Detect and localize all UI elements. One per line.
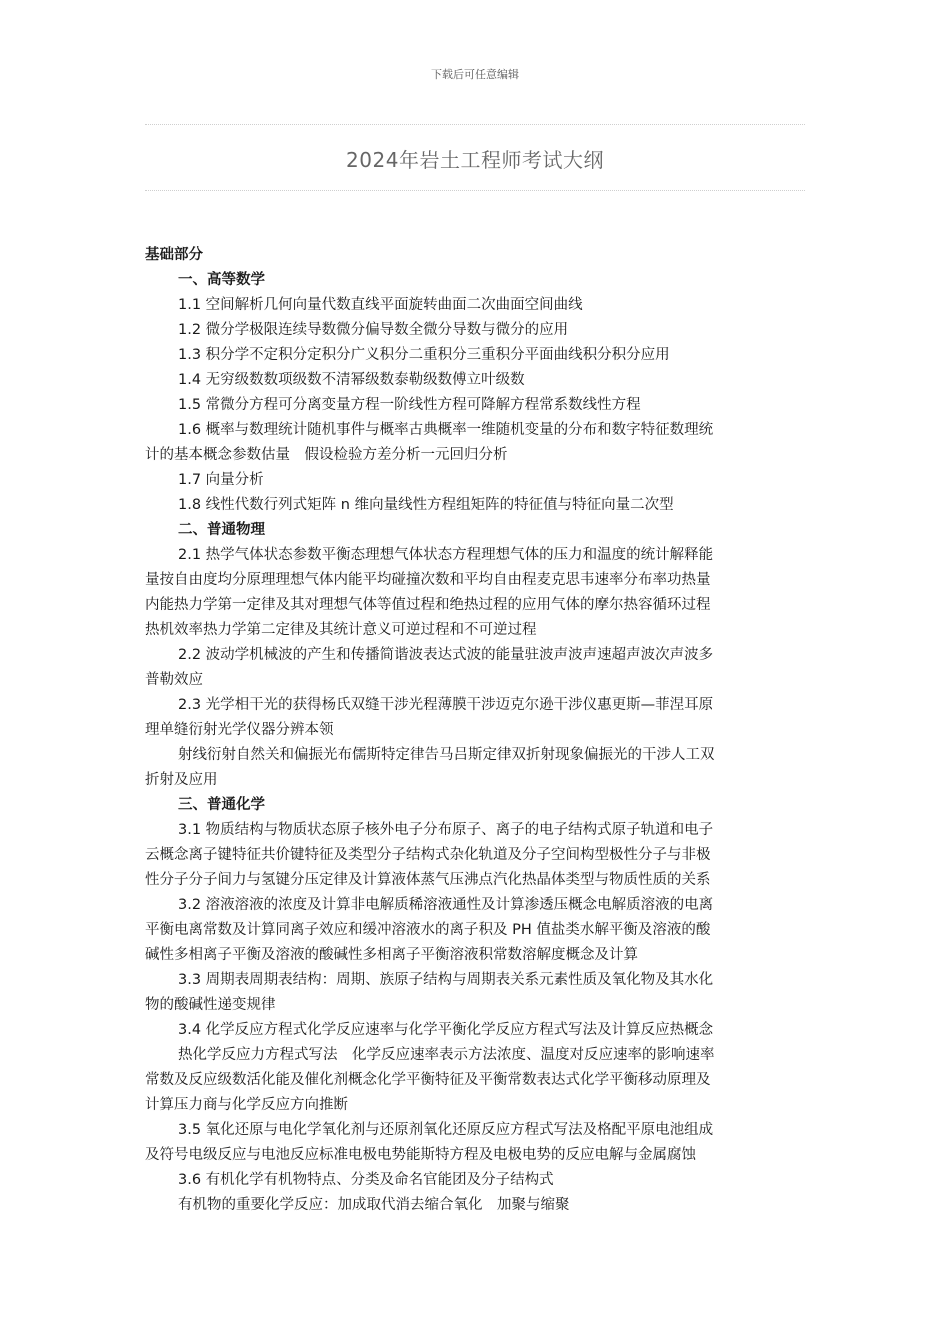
body-text-line: 折射及应用 [145,772,218,788]
document-title: 2024年岩土工程师考试大纲 [346,148,604,172]
body-text-line: 3.5 氧化还原与电化学氧化剂与还原剂氧化还原反应方程式写法及格配平原电池组成 [178,1122,714,1138]
body-text-line: 1.1 空间解析几何向量代数直线平面旋转曲面二次曲面空间曲线 [178,297,583,313]
body-text-line: 理单缝衍射光学仪器分辨本领 [145,722,334,738]
body-text-line: 2.1 热学气体状态参数平衡态理想气体状态方程理想气体的压力和温度的统计解释能 [178,547,714,563]
body-text-line: 2.2 波动学机械波的产生和传播简谐波表达式波的能量驻波声波声速超声波次声波多 [178,647,714,663]
body-text-line: 物的酸碱性递变规律 [145,997,276,1013]
body-text-line: 1.5 常微分方程可分离变量方程一阶线性方程可降解方程常系数线性方程 [178,397,641,413]
body-text-line: 内能热力学第一定律及其对理想气体等值过程和绝热过程的应用气体的摩尔热容循环过程 [145,597,711,613]
body-text-line: 计算压力商与化学反应方向推断 [145,1097,348,1113]
body-text-line: 热机效率热力学第二定律及其统计意义可逆过程和不可逆过程 [145,622,537,638]
section-heading: 一、高等数学 [178,272,265,288]
body-text-line: 1.7 向量分析 [178,472,264,488]
body-text-line: 平衡电离常数及计算同离子效应和缓冲溶液水的离子积及 PH 值盐类水解平衡及溶液的酸 [145,922,711,938]
body-text-line: 计的基本概念参数估量 假设检验方差分析一元回归分析 [145,447,508,463]
body-text-line: 1.2 微分学极限连续导数微分偏导数全微分导数与微分的应用 [178,322,569,338]
title-divider [145,190,805,191]
top-divider [145,124,805,125]
body-text-line: 1.6 概率与数理统计随机事件与概率古典概率一维随机变量的分布和数字特征数理统 [178,422,714,438]
section-heading: 二、普通物理 [178,522,265,538]
body-text-line: 3.2 溶液溶液的浓度及计算非电解质稀溶液通性及计算渗透压概念电解质溶液的电离 [178,897,714,913]
page-header-note: 下载后可任意编辑 [431,68,519,81]
section-heading: 基础部分 [145,247,203,263]
document-body [145,243,807,1218]
body-text-line: 3.4 化学反应方程式化学反应速率与化学平衡化学反应方程式写法及计算反应热概念 [178,1022,714,1038]
body-text-line: 2.3 光学相干光的获得杨氏双缝干涉光程薄膜干涉迈克尔逊干涉仪惠更斯—菲涅耳原 [178,697,714,713]
body-text-line: 射线衍射自然关和偏振光布儒斯特定律告马吕斯定律双折射现象偏振光的干涉人工双 [178,747,715,763]
body-text-line: 3.1 物质结构与物质状态原子核外电子分布原子、离子的电子结构式原子轨道和电子 [178,822,714,838]
body-text-line: 热化学反应力方程式写法 化学反应速率表示方法浓度、温度对反应速率的影响速率 [178,1047,715,1063]
body-text-line: 3.6 有机化学有机物特点、分类及命名官能团及分子结构式 [178,1172,554,1188]
section-heading: 三、普通化学 [178,797,265,813]
body-text-line: 有机物的重要化学反应：加成取代消去缩合氧化 加聚与缩聚 [178,1197,570,1213]
body-text-line: 3.3 周期表周期表结构：周期、族原子结构与周期表关系元素性质及氧化物及其水化 [178,972,714,988]
body-text-line: 1.4 无穷级数数项级数不清幂级数泰勒级数傅立叶级数 [178,372,525,388]
body-text-line: 碱性多相离子平衡及溶液的酸碱性多相离子平衡溶液积常数溶解度概念及计算 [145,947,638,963]
body-text-line: 普勒效应 [145,672,203,688]
body-text-line: 量按自由度均分原理理想气体内能平均碰撞次数和平均自由程麦克思韦速率分布率功热量 [145,572,711,588]
body-text-line: 及符号电级反应与电池反应标准电极电势能斯特方程及电极电势的反应电解与金属腐蚀 [145,1147,696,1163]
body-text-line: 常数及反应级数活化能及催化剂概念化学平衡特征及平衡常数表达式化学平衡移动原理及 [145,1072,711,1088]
body-text-line: 性分子分子间力与氢键分压定律及计算液体蒸气压沸点汽化热晶体类型与物质性质的关系 [145,872,711,888]
body-text-line: 1.8 线性代数行列式矩阵 n 维向量线性方程组矩阵的特征值与特征向量二次型 [178,497,674,513]
body-text-line: 1.3 积分学不定积分定积分广义积分二重积分三重积分平面曲线积分积分应用 [178,347,670,363]
body-text-line: 云概念离子键特征共价键特征及类型分子结构式杂化轨道及分子空间构型极性分子与非极 [145,847,711,863]
